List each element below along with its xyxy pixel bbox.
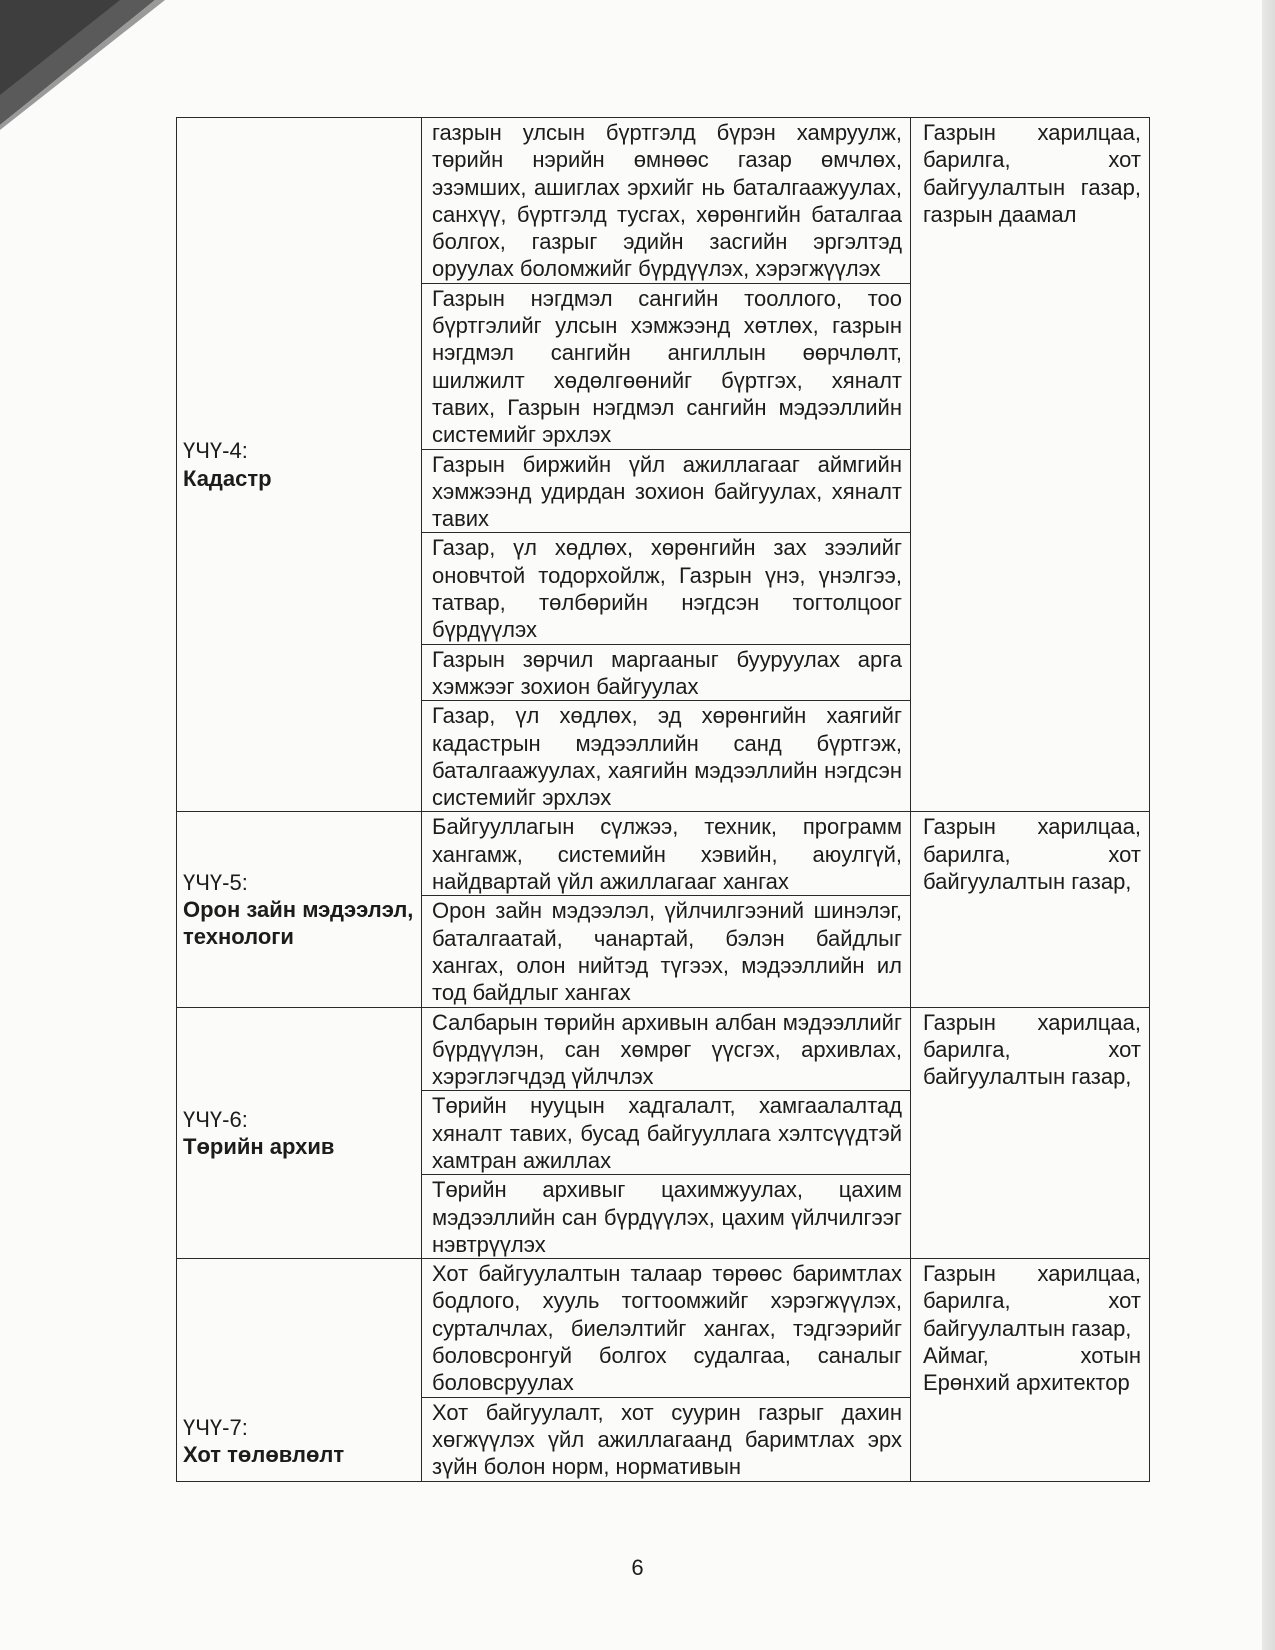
responsible-cell: Газрын харилцаа, барилга, хот байгуулалтын газар, [911,812,1150,1007]
activity-cell: Газар, үл хөдлөх, хөрөнгийн зах зээлийг оновчтой тодорхойлж, Газрын үнэ, үнэлгээ, татвар, төлбөрийн нэгдсэн тогтолцоог бүрдүүлэх [422,533,911,644]
table-row [177,118,1150,284]
scan-edge-shadow [1262,0,1275,1650]
activity-cell: Орон зайн мэдээлэл, үйлчилгээний шинэлэг, баталгаатай, чанартай, бэлэн байдлыг хангах, олон нийтэд түгээх, мэдээллийн ил тод байдлыг хангах [422,896,911,1007]
program-code: ҮЧҮ-6: [183,1106,248,1132]
activity-cell: Хот байгуулалтын талаар төрөөс баримтлах бодлого, хууль тогтоомжийг хэрэгжүүлэх, сурталчлах, биелэлтийг хангах, тэдгээрийг боловсронгуй болгох судалгаа, саналыг боловсруулах [422,1259,911,1397]
activity-cell: газрын улсын бүртгэлд бүрэн хамруулж, төрийн нэрийн өмнөөс газар өмчлөх, эзэмших, ашиглах эрхийг нь баталгаажуулах, санхүү, бүртгэлд тусгах, хөрөнгийн баталгаа болгох, газрыг эдийн засгийн эргэлтэд оруулах боломжийг бүрдүүлэх, хэрэгжүүлэх [422,118,911,284]
program-code: ҮЧҮ-4: [183,438,248,464]
activity-cell: Төрийн архивыг цахимжуулах, цахим мэдээллийн сан бүрдүүлэх, цахим үйлчилгээг нэвтрүүлэх [422,1175,911,1259]
program-name: Төрийн архив [183,1133,335,1159]
responsible-extra-text: Аймаг, хотын Ерөнхий архитектор [923,1343,1141,1396]
program-code-cell [177,118,422,812]
program-code-cell [177,1259,422,1481]
activity-cell: Төрийн нууцын хадгалалт, хамгаалалтад хяналт тавих, бусад байгууллага хэлтсүүдтэй хамтран ажиллах [422,1091,911,1175]
program-code-cell [177,812,422,1007]
activities-table [176,117,1150,1482]
program-name: Кадастр [183,465,272,491]
responsible-cell: Газрын харилцаа, барилга, хот байгуулалтын газар, газрын даамал [911,118,1150,812]
program-code: ҮЧҮ-7: [183,1414,248,1440]
activity-cell: Газрын зөрчил маргааныг бууруулах арга хэмжээг зохион байгуулах [422,644,911,701]
activity-cell: Газар, үл хөдлөх, эд хөрөнгийн хаягийг кадастрын мэдээллийн санд бүртгэж, баталгаажуулах, хаягийн мэдээллийн нэгдсэн системийг эрхлэх [422,701,911,812]
table-row [177,1259,1150,1397]
program-code: ҮЧҮ-5: [183,869,248,895]
activity-cell: Хот байгуулалт, хот суурин газрыг дахин хөгжүүлэх үйл ажиллагаанд баримтлах эрх зүйн болон норм, нормативын [422,1397,911,1481]
activity-cell: Байгууллагын сүлжээ, техник, программ хангамж, системийн хэвийн, аюулгүй, найдвартай үйл ажиллагааг хангах [422,812,911,896]
page-number: 6 [631,1555,644,1580]
responsible-text: Газрын харилцаа, барилга, хот байгуулалтын газар, [923,1261,1141,1341]
table-row [177,1007,1150,1091]
activity-cell: Газрын биржийн үйл ажиллагааг аймгийн хэмжээнд удирдан зохион байгуулах, хяналт тавих [422,449,911,533]
activity-cell: Салбарын төрийн архивын албан мэдээллийг бүрдүүлэн, сан хөмрөг үүсгэх, архивлах, хэрэглэгчдэд үйлчлэх [422,1007,911,1091]
program-code-cell [177,1007,422,1259]
activity-cell: Газрын нэгдмэл сангийн тооллого, тоо бүртгэлийг улсын хэмжээнд хөтлөх, газрын нэгдмэл сангийн ангиллын өөрчлөлт, шилжилт хөдөлгөөнийг бүртгэх, хяналт тавих, Газрын нэгдмэл сангийн мэдээллийн системийг эрхлэх [422,283,911,449]
folded-corner-graphic [0,0,165,130]
responsible-cell [911,1259,1150,1481]
table-row [177,812,1150,896]
program-name: Хот төлөвлөлт [183,1442,345,1468]
responsible-cell: Газрын харилцаа, барилга, хот байгуулалтын газар, [911,1007,1150,1259]
program-name: Орон зайн мэдээлэл, технологи [183,896,414,950]
